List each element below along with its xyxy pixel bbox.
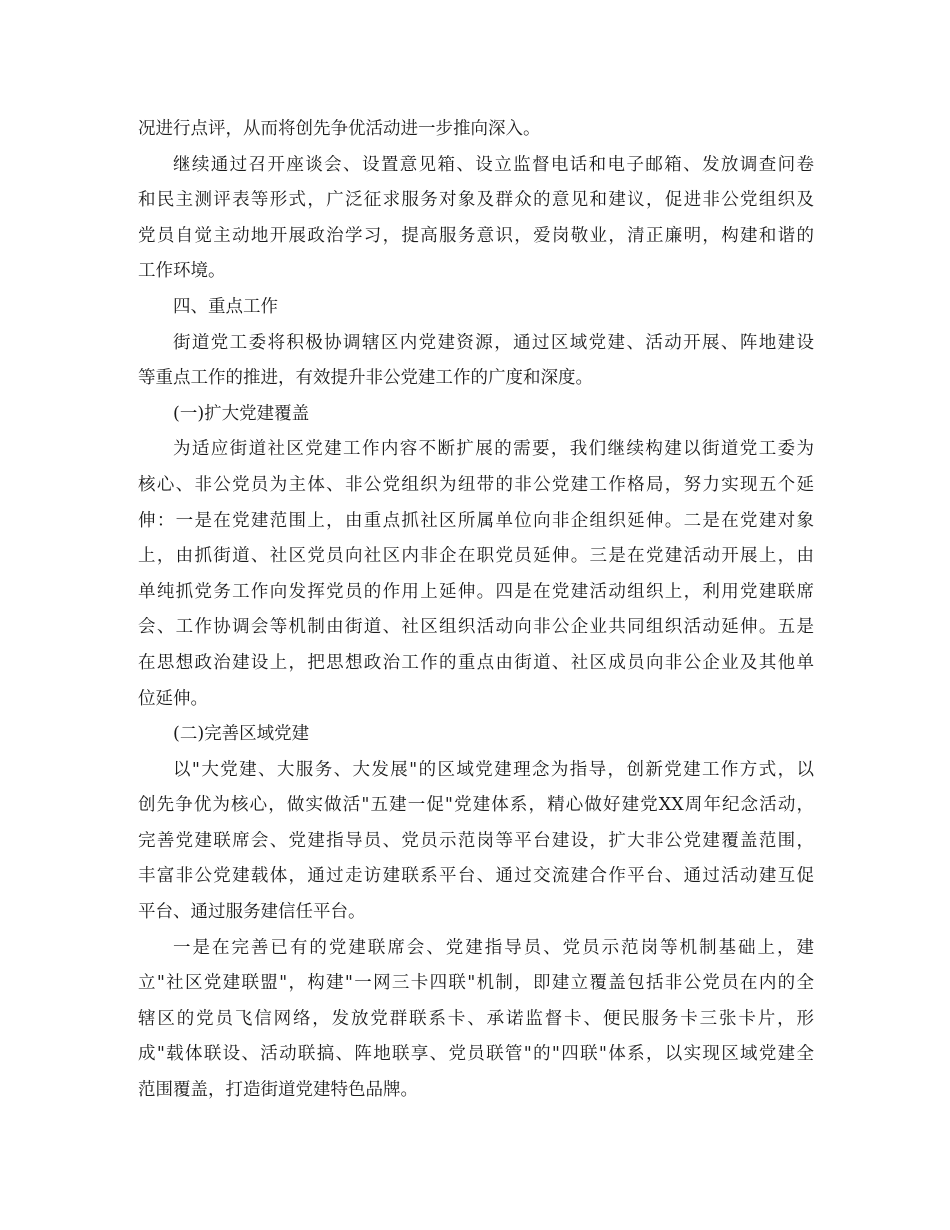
text-line: 单纯抓党务工作向发挥党员的作用上延伸。四是在党建活动组织上，利用党建联席 — [138, 581, 814, 602]
text-line: 平台、通过服务建信任平台。 — [138, 902, 366, 923]
text-line: 立"社区党建联盟"，构建"一网三卡四联"机制，即建立覆盖包括非公党员在内的全 — [138, 973, 814, 994]
text-line: 况进行点评，从而将创先争优活动进一步推向深入。 — [138, 119, 541, 139]
text-line: 为适应街道社区党建工作内容不断扩展的需要，我们继续构建以街道党工委为 — [173, 439, 814, 460]
text-line: 在思想政治建设上，把思想政治工作的重点由街道、社区成员向非公企业及其他单 — [138, 652, 814, 673]
text-line: 街道党工委将积极协调辖区内党建资源，通过区域党建、活动开展、阵地建设 — [173, 332, 814, 353]
text-line: 成"载体联设、活动联搞、阵地联享、党员联管"的"四联"体系，以实现区域党建全 — [138, 1044, 814, 1065]
text-line: 位延伸。 — [138, 688, 208, 709]
text-line: 会、工作协调会等机制由街道、社区组织活动向非公企业共同组织活动延伸。五是 — [138, 617, 814, 638]
text-line: 继续通过召开座谈会、设置意见箱、设立监督电话和电子邮箱、发放调查问卷 — [173, 154, 814, 175]
text-line: 和民主测评表等形式，广泛征求服务对象及群众的意见和建议，促进非公党组织及 — [138, 190, 814, 211]
text-line: 工作环境。 — [138, 261, 226, 282]
text-line: 核心、非公党员为主体、非公党组织为纽带的非公党建工作格局，努力实现五个延 — [138, 474, 814, 495]
text-line: 丰富非公党建载体，通过走访建联系平台、通过交流建合作平台、通过活动建互促 — [138, 866, 814, 887]
text-line: 完善党建联席会、党建指导员、党员示范岗等平台建设，扩大非公党建覆盖范围， — [138, 830, 814, 851]
text-line: 一是在完善已有的党建联席会、党建指导员、党员示范岗等机制基础上，建 — [173, 937, 814, 958]
text-line: 伸：一是在党建范围上，由重点抓社区所属单位向非企组织延伸。二是在党建对象 — [138, 510, 814, 531]
text-line: 党员自觉主动地开展政治学习，提高服务意识，爱岗敬业，清正廉明，构建和谐的 — [138, 225, 814, 246]
text-line: 创先争优为核心，做实做活"五建一促"党建体系，精心做好建党XX周年纪念活动， — [138, 795, 814, 816]
section-heading: 四、重点工作 — [173, 296, 278, 317]
text-line: 辖区的党员飞信网络，发放党群联系卡、承诺监督卡、便民服务卡三张卡片，形 — [138, 1008, 814, 1029]
text-line: 以"大党建、大服务、大发展"的区域党建理念为指导，创新党建工作方式，以 — [173, 759, 814, 780]
subsection-heading: (一)扩大党建覆盖 — [173, 403, 310, 424]
document-body — [138, 112, 814, 1109]
subsection-heading: (二)完善区域党建 — [173, 724, 310, 745]
text-line: 范围覆盖，打造街道党建特色品牌。 — [138, 1080, 418, 1101]
text-line: 等重点工作的推进，有效提升非公党建工作的广度和深度。 — [138, 368, 593, 389]
text-line: 上，由抓街道、社区党员向社区内非企在职党员延伸。三是在党建活动开展上，由 — [138, 546, 814, 567]
